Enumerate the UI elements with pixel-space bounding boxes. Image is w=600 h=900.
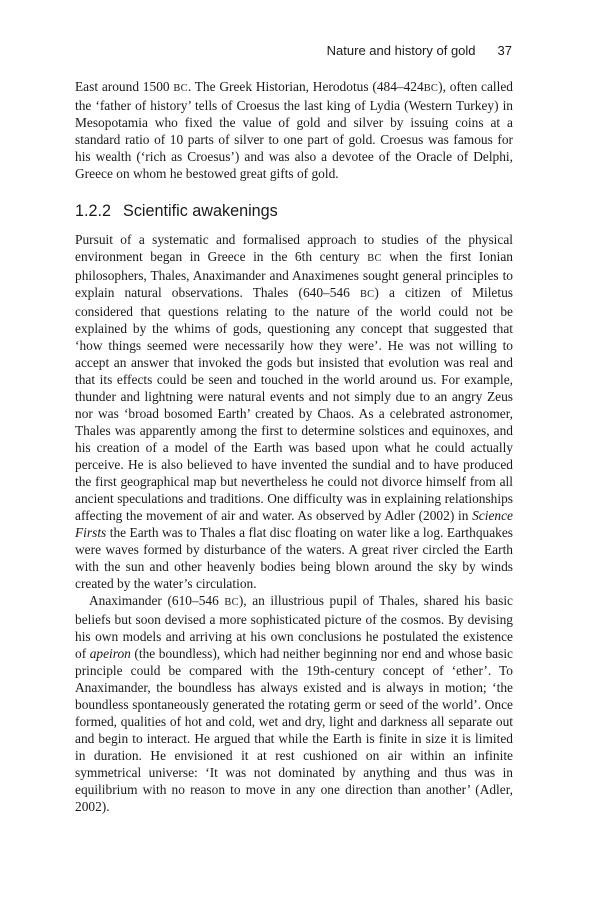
running-head xyxy=(327,43,512,59)
section-body xyxy=(75,231,513,815)
era-abbreviation: BC xyxy=(359,289,375,300)
era-abbreviation: BC xyxy=(423,83,439,94)
text-run: . The Greek Historian, Herodotus (484–424 xyxy=(187,79,424,94)
text-run: ), often called the ‘father of history’ tells of Croesus the last king of Lydia (Western Turkey) in Mesopotamia who fixed the value of gold and silver by issuing coins at a standard ratio of 10 parts of silver to one part of gold. Croesus was famous for his wealth (‘rich as Croesus’) and was also a devotee of the Oracle of Delphi, Greece on whom he bestowed great gifts of gold. xyxy=(75,79,514,181)
italic-term: Science Firsts xyxy=(75,508,513,540)
running-head-title: Nature and history of gold xyxy=(326,43,476,58)
section-title: Scientific awakenings xyxy=(123,202,278,220)
text-run: (the boundless), which had neither beginning nor end and whose basic principle could be compared with the 19th-century concept of ‘ether’. To Anaximander, the boundless has always existed and is always in motion; ‘the boundless spontaneously generated the rotating germ or seed of the world’. Once formed, qualities of hot and cold, wet and dry, light and darkness all separate out and begin to interact. He argued that while the Earth is finite in size it is limited in duration. He envisioned it at rest cushioned on air within an infinite symmetrical universe: ‘It was not dominated by anything and thus was in equilibrium with no reason to move in any one direction than another’ (Adler, 2002). xyxy=(75,646,513,814)
intro-paragraph-block xyxy=(75,78,513,182)
text-run: Anaximander (610–546 xyxy=(89,593,225,608)
text-run: ), an illustrious pupil of Thales, shared his basic beliefs but soon devised a more sophisticated picture of the cosmos. By devising his own models and arriving at his own conclusions he postulated the existence of xyxy=(75,593,513,661)
era-abbreviation: BC xyxy=(367,253,382,264)
section-heading xyxy=(75,201,278,221)
era-abbreviation: BC xyxy=(224,597,239,608)
text-run: the Earth was to Thales a flat disc floating on water like a log. Earthquakes were waves formed by disturbance of the waters. A great river circled the Earth with the sun and other heavenly bodies being blown around the sky by winds created by the water’s circulation. xyxy=(75,525,513,591)
text-run: when the first Ionian philosophers, Thales, Anaximander and Anaximenes sought general principles to explain natural observations. Thales (640–546 xyxy=(75,249,513,300)
text-run: East around 1500 xyxy=(75,79,174,94)
paragraph xyxy=(75,78,513,182)
italic-term: apeiron xyxy=(89,646,131,661)
paragraph xyxy=(75,231,513,592)
era-abbreviation: BC xyxy=(173,83,188,94)
text-run: ) a citizen of Miletus considered that questions relating to the nature of the world could not be explained by the whims of gods, questioning any concept that suggested that ‘how things seemed were necessarily how they were’. He was not willing to accept an answer that invoked the gods but insisted that evolution was real and that its effects could be seen and touched in the world around us. For example, thunder and lightning were natural events and not simply due to an angry Zeus nor was ‘broad bosomed Earth’ created by Chaos. As a celebrated astronomer, Thales was apparently among the first to determine solstices and equinoxes, and his creation of a model of the Earth was based upon what he could actually perceive. He is also believed to have invented the sundial and to have produced the first geographical map but nevertheless he could not divorce himself from all ancient speculations and traditions. One difficulty was in explaining relationships affecting the movement of air and water. As observed by Adler (2002) in xyxy=(75,285,513,523)
section-number: 1.2.2 xyxy=(75,202,112,220)
page-number: 37 xyxy=(497,43,512,58)
text-run: Pursuit of a systematic and formalised approach to studies of the physical environment began in Greece in the 6th century xyxy=(75,232,513,264)
paragraph xyxy=(75,592,513,815)
